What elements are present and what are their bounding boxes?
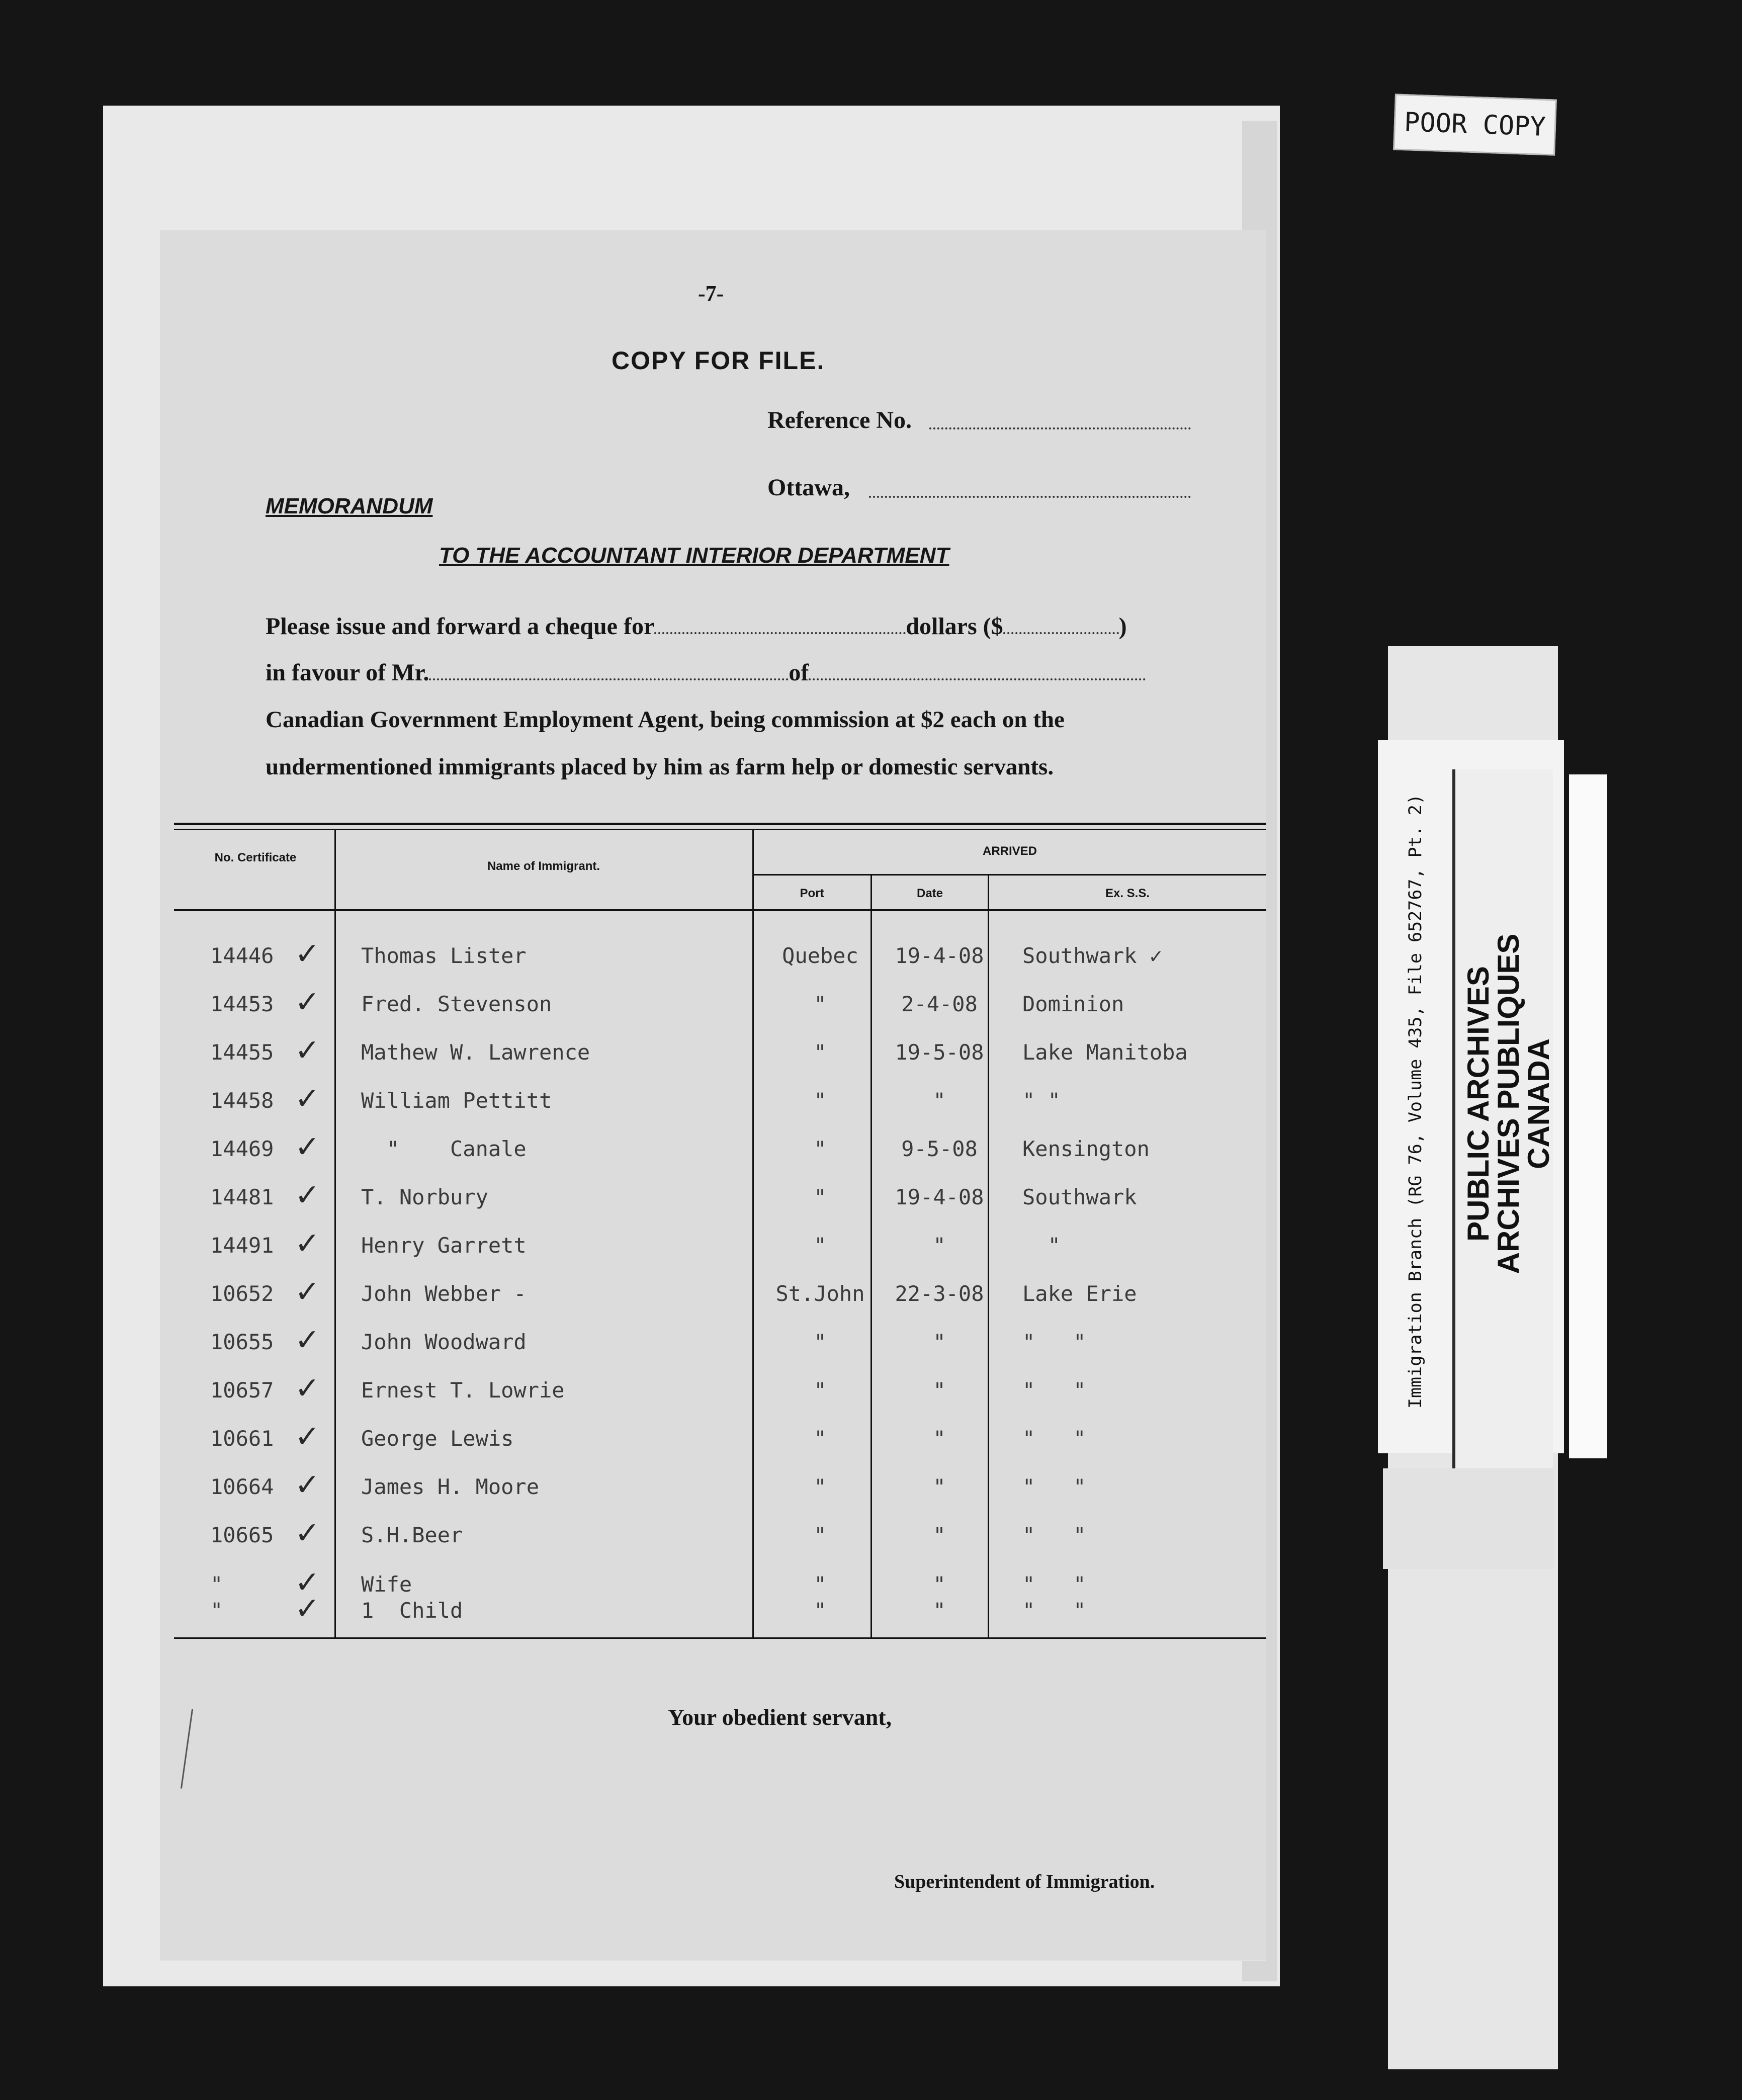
checkmark: ✓ <box>295 1081 320 1116</box>
arrival-date: 19-4-08 <box>895 1185 984 1209</box>
certificate-number: 10652 <box>210 1281 274 1306</box>
archive-stamp-line: PUBLIC ARCHIVES <box>1461 966 1495 1242</box>
body-line-4: undermentioned immigrants placed by him as farm help or domestic servants. <box>266 754 1054 780</box>
arrival-date: 22-3-08 <box>895 1281 984 1306</box>
checkmark: ✓ <box>295 1274 320 1309</box>
immigrant-name: John Woodward <box>361 1330 527 1354</box>
certificate-number: 14458 <box>210 1088 274 1113</box>
arrival-port: " <box>814 1330 827 1354</box>
body-text: dollars ($ <box>906 613 1003 640</box>
ship-name: Southwark <box>1022 1185 1137 1209</box>
certificate-number: 10664 <box>210 1474 274 1499</box>
arrival-port: " <box>814 1474 827 1499</box>
amount-words-blank <box>654 632 906 634</box>
arrival-port: " <box>814 1233 827 1258</box>
body-text: in favour of Mr. <box>266 659 429 686</box>
table-row <box>160 1371 1266 1426</box>
arrival-date: 2-4-08 <box>901 992 978 1016</box>
document-title: COPY FOR FILE. <box>612 346 825 375</box>
date-blank <box>869 496 1191 498</box>
immigrant-name: " Canale <box>361 1136 527 1161</box>
table-row <box>160 1033 1266 1088</box>
ship-name: " " <box>1022 1523 1086 1547</box>
immigrant-name: James H. Moore <box>361 1474 540 1499</box>
ship-name: " <box>1022 1233 1061 1258</box>
arrival-date: " <box>933 1426 946 1451</box>
archive-stamp-line: ARCHIVES PUBLIQUES <box>1492 933 1525 1274</box>
table-row <box>160 1467 1266 1523</box>
payee-place-blank <box>809 678 1146 680</box>
arrival-port: " <box>814 992 827 1016</box>
ship-name: " " <box>1022 1426 1086 1451</box>
checkmark: ✓ <box>295 1129 320 1165</box>
certificate-number: 14481 <box>210 1185 274 1209</box>
table-row <box>160 985 1266 1040</box>
header-certificate: No. Certificate <box>214 851 297 864</box>
ship-name: " " <box>1022 1378 1086 1403</box>
checkmark: ✓ <box>295 1371 320 1406</box>
table-row <box>160 1516 1266 1571</box>
arrival-date: " <box>933 1474 946 1499</box>
archive-tag-bottom <box>1383 1468 1554 1569</box>
arrival-port: " <box>814 1040 827 1065</box>
ship-name: " " <box>1022 1572 1086 1597</box>
archive-tag-side <box>1569 774 1607 1458</box>
arrival-date: " <box>933 1523 946 1547</box>
header-bottom-rule <box>174 909 1266 911</box>
header-port: Port <box>800 887 824 900</box>
checkmark: ✓ <box>295 1467 320 1503</box>
table-top-rule-2 <box>174 829 1266 830</box>
arrival-date: " <box>933 1378 946 1403</box>
table-row <box>160 1274 1266 1330</box>
ship-name: Dominion <box>1022 992 1124 1016</box>
ship-name: Kensington <box>1022 1136 1150 1161</box>
table-row <box>160 936 1266 992</box>
checkmark: ✓ <box>295 1516 320 1551</box>
arrival-port: " <box>814 1378 827 1403</box>
body-text: ) <box>1118 613 1127 640</box>
header-ship: Ex. S.S. <box>1105 887 1150 900</box>
body-line-3: Canadian Government Employment Agent, being commission at $2 each on the <box>266 707 1065 733</box>
arrival-port: " <box>814 1523 827 1547</box>
immigrant-name: S.H.Beer <box>361 1523 463 1547</box>
certificate-number: 10661 <box>210 1426 274 1451</box>
table-row <box>160 1226 1266 1281</box>
checkmark: ✓ <box>295 985 320 1020</box>
arrival-date: 19-4-08 <box>895 943 984 968</box>
arrival-date: " <box>933 1330 946 1354</box>
table-row <box>160 1565 1266 1600</box>
addressee-heading: TO THE ACCOUNTANT INTERIOR DEPARTMENT <box>439 543 949 568</box>
ship-name: " " <box>1022 1598 1086 1623</box>
arrival-port: " <box>814 1572 827 1597</box>
immigrant-name: John Webber - <box>361 1281 527 1306</box>
ship-name: Lake Manitoba <box>1022 1040 1188 1065</box>
certificate-number: 10665 <box>210 1523 274 1547</box>
immigrant-name: Wife <box>361 1572 412 1597</box>
certificate-number: " <box>210 1598 223 1623</box>
immigrant-name: Fred. Stevenson <box>361 992 552 1016</box>
immigrant-name: William Pettitt <box>361 1088 552 1113</box>
arrival-port: " <box>814 1088 827 1113</box>
pencil-mark <box>181 1709 198 1789</box>
table-row <box>160 1591 1266 1626</box>
archive-stamp-line: CANADA <box>1522 1038 1555 1169</box>
reference-blank <box>929 427 1191 429</box>
checkmark: ✓ <box>295 1591 320 1626</box>
certificate-number: 10657 <box>210 1378 274 1403</box>
arrival-date: " <box>933 1572 946 1597</box>
checkmark: ✓ <box>295 936 320 972</box>
arrival-port: Quebec <box>782 943 858 968</box>
header-date: Date <box>916 887 943 900</box>
certificate-number: 14446 <box>210 943 274 968</box>
ship-name: " " <box>1022 1474 1086 1499</box>
arrival-port: " <box>814 1136 827 1161</box>
checkmark: ✓ <box>295 1178 320 1213</box>
certificate-number: 14453 <box>210 992 274 1016</box>
arrival-date: 9-5-08 <box>901 1136 978 1161</box>
immigrant-name: 1 Child <box>361 1598 463 1623</box>
immigrant-name: T. Norbury <box>361 1185 488 1209</box>
memorandum-heading: MEMORANDUM <box>266 494 433 518</box>
body-line-2 <box>266 659 1146 686</box>
checkmark: ✓ <box>295 1565 320 1600</box>
certificate-number: 14469 <box>210 1136 274 1161</box>
header-name: Name of Immigrant. <box>487 859 600 873</box>
reference-label: Reference No. <box>767 407 912 433</box>
ship-name: " " <box>1022 1088 1061 1113</box>
table-bottom-rule <box>174 1637 1266 1639</box>
certificate-number: 10655 <box>210 1330 274 1354</box>
archive-reference: Immigration Branch (RG 76, Volume 435, File 652767, Pt. 2) <box>1406 794 1426 1409</box>
arrival-port: " <box>814 1426 827 1451</box>
poor-copy-label: POOR COPY <box>1393 94 1557 155</box>
table-row <box>160 1081 1266 1136</box>
archive-stamp-text <box>1463 852 1554 1355</box>
table-row <box>160 1178 1266 1233</box>
checkmark: ✓ <box>295 1323 320 1358</box>
payee-blank <box>429 678 789 680</box>
arrival-date: " <box>933 1598 946 1623</box>
page-number: -7- <box>698 281 724 306</box>
memorandum-page <box>160 230 1266 1960</box>
immigrant-name: Ernest T. Lowrie <box>361 1378 565 1403</box>
arrival-date: " <box>933 1233 946 1258</box>
checkmark: ✓ <box>295 1033 320 1068</box>
certificate-number: 14491 <box>210 1233 274 1258</box>
body-text: Please issue and forward a cheque for <box>266 613 655 640</box>
arrived-rule <box>752 874 1266 876</box>
table-row <box>160 1419 1266 1474</box>
arrival-port: " <box>814 1185 827 1209</box>
checkmark: ✓ <box>295 1419 320 1454</box>
body-line-1 <box>266 612 1127 640</box>
table-row <box>160 1129 1266 1185</box>
certificate-number: " <box>210 1572 223 1597</box>
ship-name: " " <box>1022 1330 1086 1354</box>
certificate-number: 14455 <box>210 1040 274 1065</box>
checkmark: ✓ <box>295 1226 320 1261</box>
header-arrived: ARRIVED <box>982 844 1037 858</box>
immigrant-name: Henry Garrett <box>361 1233 527 1258</box>
place-label: Ottawa, <box>767 474 850 501</box>
ship-name: Lake Erie <box>1022 1281 1137 1306</box>
table-row <box>160 1323 1266 1378</box>
signature-title: Superintendent of Immigration. <box>894 1871 1155 1892</box>
closing-salutation: Your obedient servant, <box>668 1704 892 1730</box>
table-top-rule <box>174 823 1266 825</box>
amount-figure-blank <box>1003 632 1119 634</box>
body-text: of <box>789 659 809 686</box>
arrival-port: St.John <box>775 1281 865 1306</box>
arrival-port: " <box>814 1598 827 1623</box>
immigrant-name: Thomas Lister <box>361 943 527 968</box>
ship-name: Southwark ✓ <box>1022 943 1163 968</box>
arrival-date: " <box>933 1088 946 1113</box>
immigrant-name: Mathew W. Lawrence <box>361 1040 590 1065</box>
arrival-date: 19-5-08 <box>895 1040 984 1065</box>
immigrant-name: George Lewis <box>361 1426 514 1451</box>
